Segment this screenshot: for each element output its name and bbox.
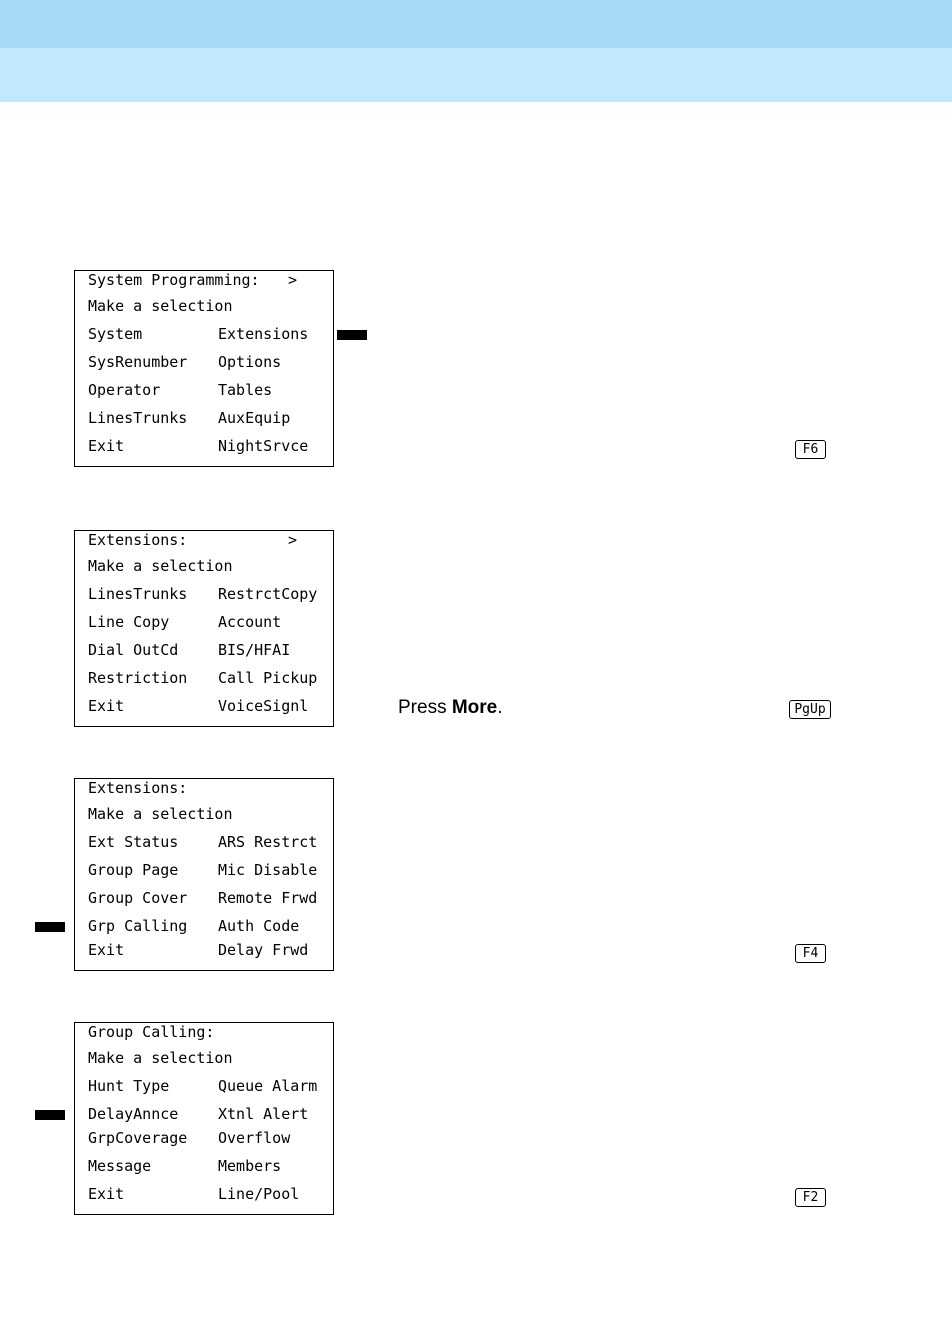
option-line-copy[interactable]: Line Copy [88,613,170,631]
option-grpcoverage[interactable]: GrpCoverage [88,1129,188,1147]
option-auth-code[interactable]: Auth Code [218,917,300,935]
screen-prompt: Make a selection [88,297,233,315]
selection-pointer [337,330,367,340]
screen-title: Extensions: [88,531,188,549]
option-overflow[interactable]: Overflow [218,1129,291,1147]
option-exit[interactable]: Exit [88,941,125,959]
option-call-pickup[interactable]: Call Pickup [218,669,318,687]
option-extensions[interactable]: Extensions [218,325,309,343]
selection-pointer [35,1110,65,1120]
screen-prompt: Make a selection [88,557,233,575]
option-hunt-type[interactable]: Hunt Type [88,1077,170,1095]
option-group-cover[interactable]: Group Cover [88,889,188,907]
option-system[interactable]: System [88,325,143,343]
option-account[interactable]: Account [218,613,282,631]
screen-extensions-1 [74,530,334,727]
option-ars-restrct[interactable]: ARS Restrct [218,833,318,851]
option-restriction[interactable]: Restriction [88,669,188,687]
option-group-page[interactable]: Group Page [88,861,179,879]
option-message[interactable]: Message [88,1157,152,1175]
option-linestrunks[interactable]: LinesTrunks [88,409,188,427]
more-arrow: > [288,271,298,289]
option-xtnl-alert[interactable]: Xtnl Alert [218,1105,309,1123]
header-band-top [0,0,952,48]
option-restrctcopy[interactable]: RestrctCopy [218,585,318,603]
option-nightsrvce[interactable]: NightSrvce [218,437,309,455]
option-mic-disable[interactable]: Mic Disable [218,861,318,879]
option-options[interactable]: Options [218,353,282,371]
option-sysrenumber[interactable]: SysRenumber [88,353,188,371]
screen-title: Group Calling: [88,1023,215,1041]
instruction-text: Press More. [398,697,503,718]
option-auxequip[interactable]: AuxEquip [218,409,291,427]
option-dial-outcd[interactable]: Dial OutCd [88,641,179,659]
option-queue-alarm[interactable]: Queue Alarm [218,1077,318,1095]
option-line-pool[interactable]: Line/Pool [218,1185,300,1203]
option-exit[interactable]: Exit [88,437,125,455]
option-exit[interactable]: Exit [88,1185,125,1203]
header-band-bottom [0,48,952,102]
screen-prompt: Make a selection [88,1049,233,1067]
screen-title: Extensions: [88,779,188,797]
option-grp-calling[interactable]: Grp Calling [88,917,188,935]
option-exit[interactable]: Exit [88,697,125,715]
option-delayannce[interactable]: DelayAnnce [88,1105,179,1123]
key-f2[interactable]: F2 [795,1188,826,1207]
key-f4[interactable]: F4 [795,944,826,963]
selection-pointer [35,922,65,932]
screen-system-programming [74,270,334,467]
option-bis-hfai[interactable]: BIS/HFAI [218,641,291,659]
screen-prompt: Make a selection [88,805,233,823]
key-pgup[interactable]: PgUp [789,700,831,719]
key-f6[interactable]: F6 [795,440,826,459]
option-operator[interactable]: Operator [88,381,161,399]
option-tables[interactable]: Tables [218,381,273,399]
more-arrow: > [288,531,298,549]
option-voicesignl[interactable]: VoiceSignl [218,697,309,715]
option-linestrunks[interactable]: LinesTrunks [88,585,188,603]
option-delay-frwd[interactable]: Delay Frwd [218,941,309,959]
option-remote-frwd[interactable]: Remote Frwd [218,889,318,907]
screen-title: System Programming: [88,271,260,289]
screen-group-calling [74,1022,334,1215]
screen-extensions-2 [74,778,334,971]
option-members[interactable]: Members [218,1157,282,1175]
option-ext-status[interactable]: Ext Status [88,833,179,851]
